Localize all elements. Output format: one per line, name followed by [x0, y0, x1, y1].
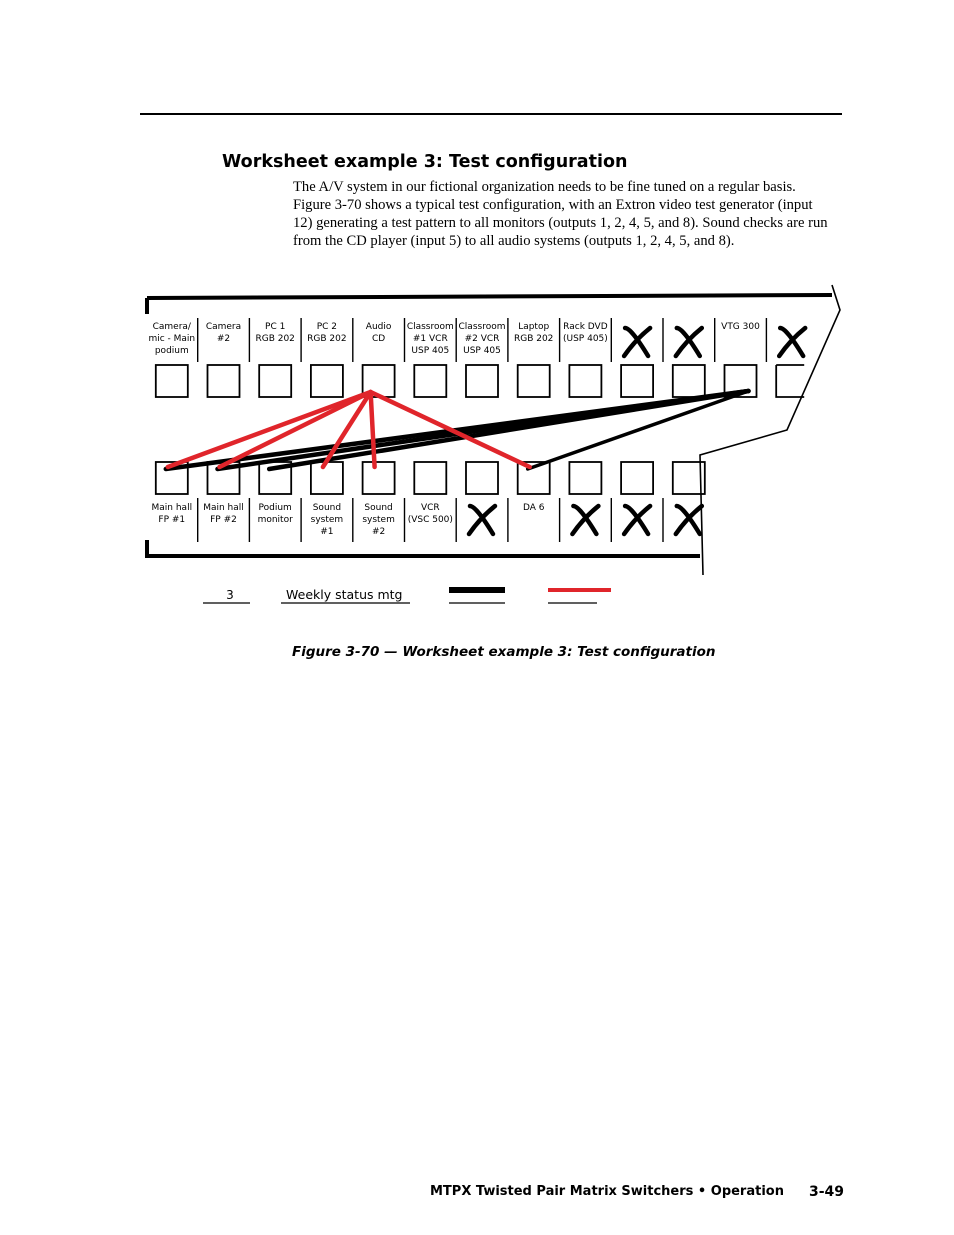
input-label-4: PC 2	[316, 322, 338, 332]
output-label-1: Main hall	[151, 503, 193, 513]
unused-output-x-icon	[469, 506, 495, 534]
output-label-5: #2	[371, 527, 386, 537]
input-label-3: PC 1	[265, 322, 286, 332]
output-box-9	[569, 462, 601, 494]
unused-input-x-icon	[624, 328, 650, 356]
unused-input-x-icon	[779, 328, 805, 356]
output-box-10	[621, 462, 653, 494]
tie-lines	[166, 391, 749, 469]
preset-number: 3	[226, 588, 234, 602]
output-label-3: Podium	[258, 503, 292, 513]
input-box-13	[776, 365, 804, 397]
output-box-7	[466, 462, 498, 494]
output-label-2: Main hall	[203, 503, 244, 513]
input-box-9	[569, 365, 601, 397]
input-label-2: #2	[216, 334, 231, 344]
frame-top-edge	[147, 295, 832, 314]
input-label-1: mic - Main	[148, 334, 196, 344]
output-box-4	[311, 462, 343, 494]
input-label-1: podium	[154, 346, 189, 356]
worksheet-figure	[0, 280, 954, 620]
output-label-5: Sound	[364, 503, 393, 513]
page-number: 3-49	[809, 1184, 845, 1200]
input-label-8: RGB 202	[513, 334, 554, 344]
input-box-8	[518, 365, 550, 397]
unused-output-x-icon	[572, 506, 598, 534]
input-label-6: #1 VCR	[412, 334, 448, 344]
figure-caption: Figure 3-70 — Worksheet example 3: Test configuration	[292, 644, 716, 660]
input-label-7: #2 VCR	[464, 334, 500, 344]
input-label-7: Classroom	[458, 322, 506, 332]
output-label-6: VCR	[420, 503, 440, 513]
input-label-6: Classroom	[406, 322, 454, 332]
output-label-3: monitor	[257, 515, 293, 525]
input-box-11	[673, 365, 705, 397]
output-label-1: FP #1	[158, 515, 186, 525]
input-label-5: Audio	[365, 322, 392, 332]
input-box-3	[259, 365, 291, 397]
input-label-1: Camera/	[152, 322, 191, 332]
body-paragraph: The A/V system in our fictional organization needs to be fine tuned on a regular basis. Figure 3-70 shows a typical test configuration, with an Extron video test generator (input 12) generating a test pattern to all monitors (outputs 1, 2, 4, 5, and 8). Sound checks are run from the CD player (input 5) to all audio systems (outputs 1, 2, 4, 5, and 8).	[293, 179, 828, 249]
input-box-4	[311, 365, 343, 397]
input-label-8: Laptop	[518, 322, 550, 332]
output-box-6	[414, 462, 446, 494]
input-label-6: USP 405	[411, 346, 450, 356]
input-box-10	[621, 365, 653, 397]
input-label-5: CD	[371, 334, 386, 344]
input-box-6	[414, 365, 446, 397]
input-label-3: RGB 202	[255, 334, 295, 344]
output-label-4: #1	[320, 527, 334, 537]
input-box-2	[208, 365, 240, 397]
output-label-5: system	[362, 515, 395, 525]
input-label-4: RGB 202	[307, 334, 347, 344]
output-label-4: Sound	[312, 503, 342, 513]
output-label-4: system	[310, 515, 344, 525]
output-label-2: FP #2	[210, 515, 237, 525]
output-label-6: (VSC 500)	[407, 515, 453, 525]
section-heading: Worksheet example 3: Test configuration	[222, 152, 628, 172]
input-label-12: VTG 300	[721, 322, 760, 332]
video-tie-to-output-8	[528, 391, 749, 469]
input-label-2: Camera	[205, 322, 242, 332]
preset-legend	[203, 587, 611, 603]
input-label-9: Rack DVD	[563, 322, 608, 332]
input-box-1	[156, 365, 188, 397]
audio-tie-to-output-5	[371, 392, 375, 467]
preset-name: Weekly status mtg	[286, 587, 403, 602]
unused-input-x-icon	[676, 328, 702, 356]
input-label-7: USP 405	[463, 346, 501, 356]
input-row	[148, 318, 805, 397]
header-rule	[140, 113, 842, 115]
unused-output-x-icon	[676, 506, 702, 534]
output-label-8: DA 6	[522, 503, 545, 513]
input-box-7	[466, 365, 498, 397]
unused-output-x-icon	[624, 506, 650, 534]
output-row	[152, 462, 705, 542]
input-label-9: (USP 405)	[563, 334, 608, 344]
output-box-5	[363, 462, 395, 494]
footer-title: MTPX Twisted Pair Matrix Switchers • Operation	[430, 1184, 784, 1199]
frame-bottom-edge	[147, 540, 700, 556]
